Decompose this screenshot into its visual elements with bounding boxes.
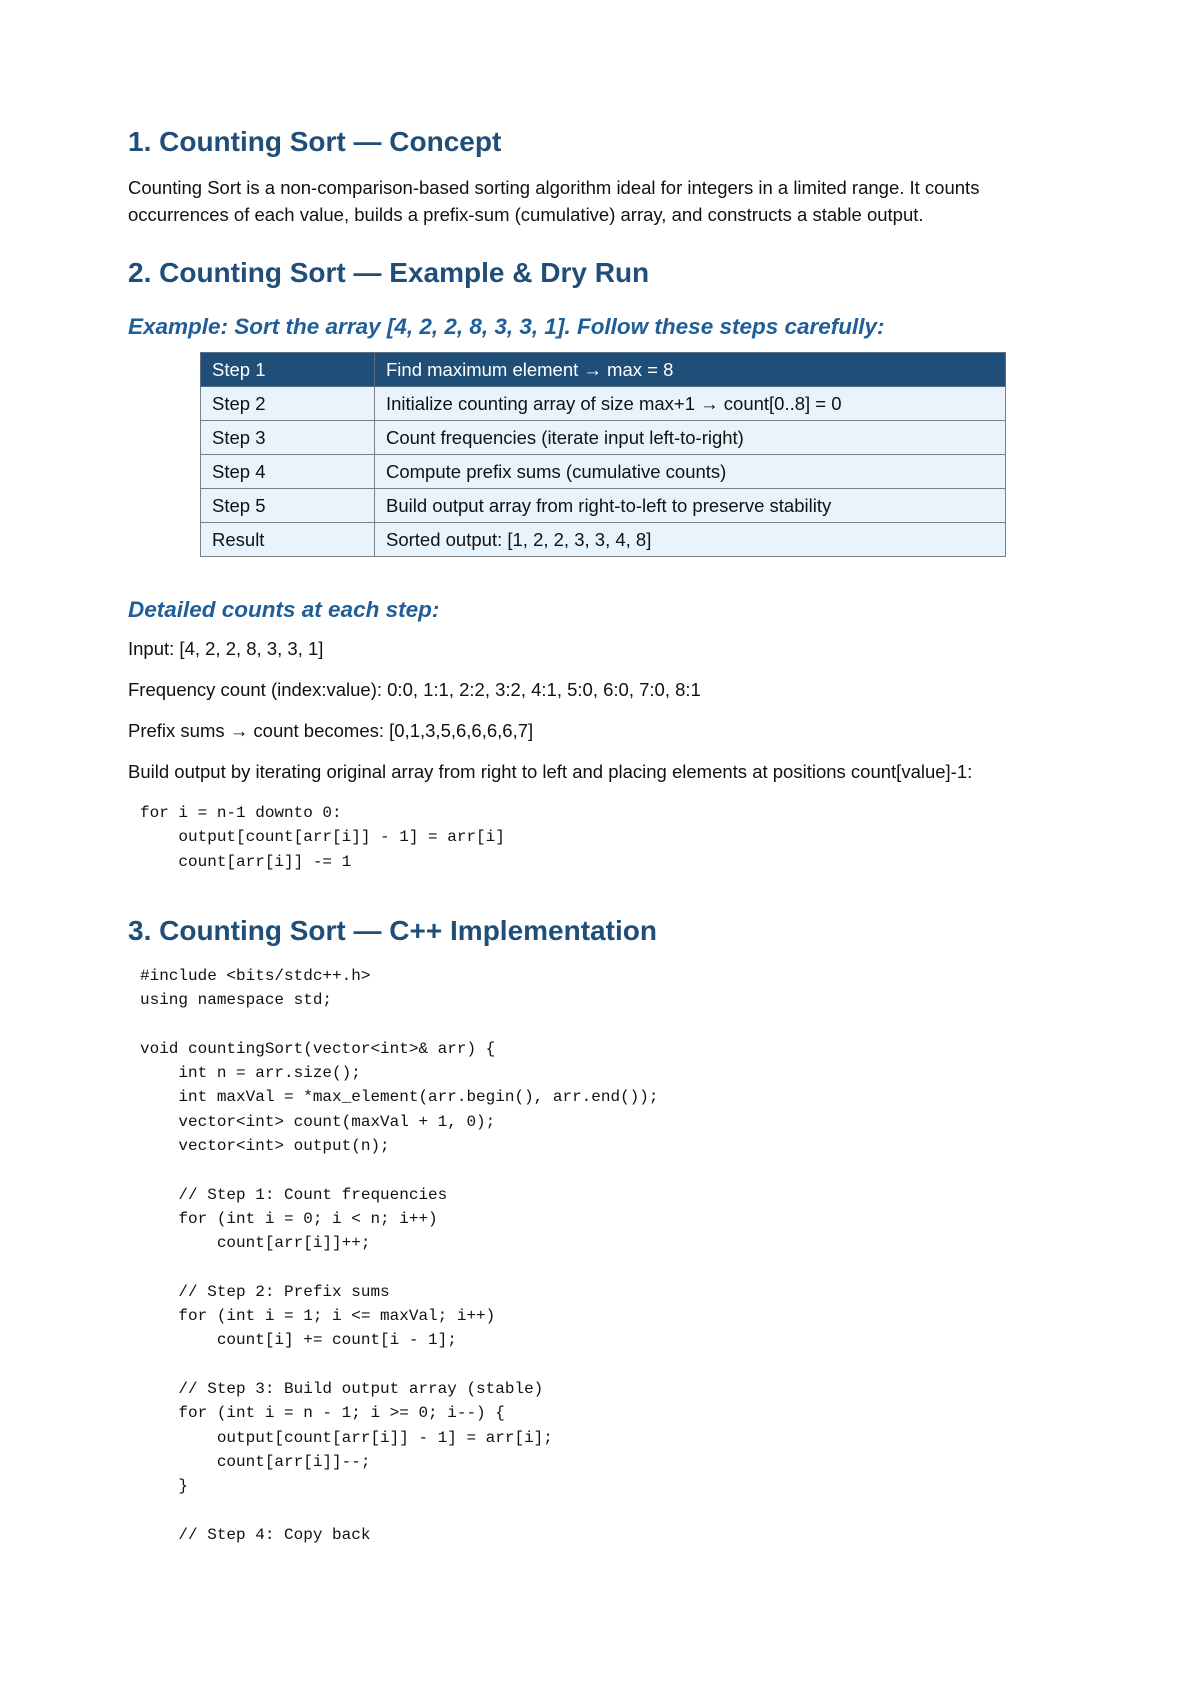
dry-run-code-block: for i = n-1 downto 0: output[count[arr[i]] - 1] = arr[i] count[arr[i]] -= 1 (140, 804, 505, 871)
detail-line-prefix: Prefix sums → count becomes: [0,1,3,5,6,6,6,6,7] (128, 720, 534, 741)
table-cell-desc: Find maximum element → max = 8 (375, 353, 1006, 387)
table-cell-step: Step 1 (201, 353, 375, 387)
table-cell-step: Result (201, 523, 375, 557)
detail-line-input: Input: [4, 2, 2, 8, 3, 3, 1] (128, 638, 324, 659)
table-row (201, 523, 1006, 557)
concept-paragraph: Counting Sort is a non-comparison-based sorting algorithm ideal for integers in a limited range. It counts occurrences of each value, builds a prefix-sum (cumulative) array, and constructs a stable output. (128, 177, 980, 225)
section-heading-concept: 1. Counting Sort — Concept (128, 126, 502, 157)
table-cell-step: Step 3 (201, 421, 375, 455)
table-row (201, 421, 1006, 455)
table-cell-step: Step 4 (201, 455, 375, 489)
detail-line-build: Build output by iterating original array from right to left and placing elements at positions count[value]-1: (128, 761, 973, 782)
steps-table (200, 352, 1006, 557)
table-row (201, 353, 1006, 387)
table-cell-desc: Compute prefix sums (cumulative counts) (375, 455, 1006, 489)
table-cell-desc: Build output array from right-to-left to preserve stability (375, 489, 1006, 523)
cpp-code-block: #include <bits/stdc++.h> using namespace std; void countingSort(vector<int>& arr) { int n = arr.size(); int maxVal = *max_element(arr.begin(), arr.end()); vector<int> count(maxVal + 1, 0); vector<int> output(n); // Step 1: Count frequencies for (int i = 0; i < n; i++) count[arr[i]]++; // Step 2: Prefix sums for (int i = 1; i <= maxVal; i++) count[i] += count[i - 1]; // Step 3: Build output array (stable) for (int i = n - 1; i >= 0; i--) { output[count[arr[i]] - 1] = arr[i]; count[arr[i]]--; } // Step 4: Copy back (140, 966, 659, 1544)
table-row (201, 489, 1006, 523)
detail-line-frequency: Frequency count (index:value): 0:0, 1:1, 2:2, 3:2, 4:1, 5:0, 6:0, 7:0, 8:1 (128, 679, 701, 700)
table-row (201, 387, 1006, 421)
section-heading-example: 2. Counting Sort — Example & Dry Run (128, 257, 650, 288)
table-cell-step: Step 2 (201, 387, 375, 421)
table-cell-desc: Count frequencies (iterate input left-to-right) (375, 421, 1006, 455)
detail-lines (128, 635, 1072, 785)
table-row (201, 455, 1006, 489)
table-cell-desc: Sorted output: [1, 2, 2, 3, 3, 4, 8] (375, 523, 1006, 557)
section-heading-implementation: 3. Counting Sort — C++ Implementation (128, 914, 657, 946)
detail-subheading: Detailed counts at each step: (128, 597, 440, 622)
example-subheading: Example: Sort the array [4, 2, 2, 8, 3, 3, 1]. Follow these steps carefully: (128, 314, 885, 339)
table-cell-step: Step 5 (201, 489, 375, 523)
table-cell-desc: Initialize counting array of size max+1 → count[0..8] = 0 (375, 387, 1006, 421)
